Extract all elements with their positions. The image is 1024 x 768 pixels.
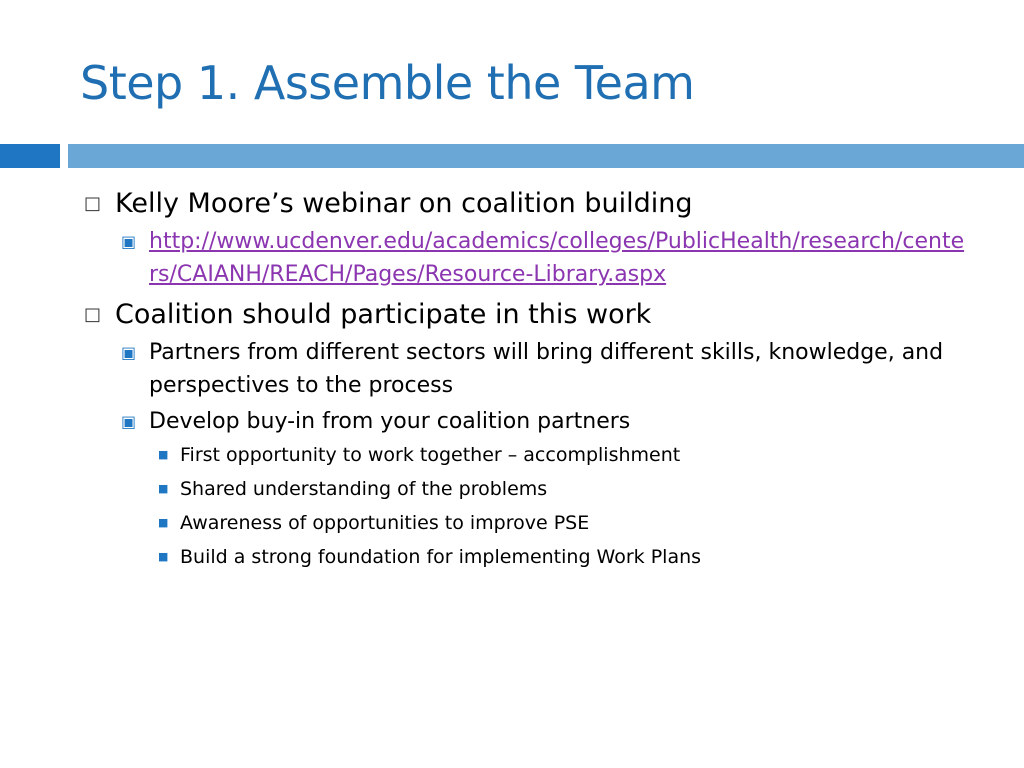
- slide-content: [84, 180, 984, 574]
- filled-square-bullet-icon: ■: [158, 550, 169, 563]
- sub-sub-bullet-text: Awareness of opportunities to improve PSE: [180, 512, 590, 534]
- webinar-link[interactable]: http://www.ucdenver.edu/academics/colleges/PublicHealth/research/centers/CAIANH/REACH/Pages/Resource-Library.aspx: [149, 229, 965, 287]
- sub-bullet-text: Partners from different sectors will bring different skills, knowledge, and perspectives to the process: [149, 340, 944, 398]
- boxed-square-bullet-icon: ▣: [121, 232, 137, 251]
- boxed-square-bullet-icon: ▣: [121, 412, 137, 431]
- title-accent-bar-right: [68, 144, 1024, 168]
- bullet-item-webinar-link: [121, 225, 984, 291]
- filled-square-bullet-icon: ■: [158, 516, 169, 529]
- hollow-square-bullet-icon: □: [84, 193, 102, 214]
- filled-square-bullet-icon: ■: [158, 448, 169, 461]
- title-accent-bar-left: [0, 144, 60, 168]
- sub-bullet-text: Develop buy-in from your coalition partners: [149, 409, 631, 434]
- bullet-item-coalition: [84, 297, 984, 333]
- sub-sub-bullet-text: Build a strong foundation for implementing Work Plans: [180, 546, 702, 568]
- hollow-square-bullet-icon: □: [84, 304, 102, 325]
- sub-sub-bullet-item: [158, 472, 984, 506]
- sub-sub-bullet-item: [158, 506, 984, 540]
- boxed-square-bullet-icon: ▣: [121, 343, 137, 362]
- sub-sub-bullet-text: Shared understanding of the problems: [180, 478, 548, 500]
- slide-title: Step 1. Assemble the Team: [80, 56, 695, 110]
- sub-sub-bullet-item: [158, 540, 984, 574]
- sub-sub-bullet-item: [158, 438, 984, 472]
- filled-square-bullet-icon: ■: [158, 482, 169, 495]
- bullet-text: Kelly Moore’s webinar on coalition building: [115, 188, 693, 219]
- bullet-text: Coalition should participate in this work: [115, 299, 652, 330]
- bullet-item-webinar: [84, 186, 984, 222]
- sub-sub-bullet-text: First opportunity to work together – accomplishment: [180, 444, 681, 466]
- sub-bullet-item: [121, 336, 984, 402]
- sub-bullet-item: [121, 405, 984, 438]
